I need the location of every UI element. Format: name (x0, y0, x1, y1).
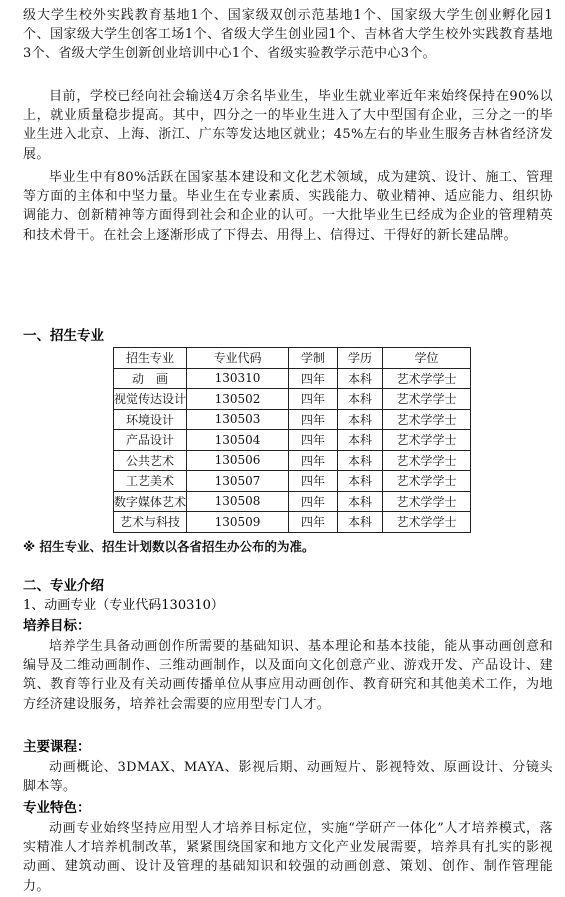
feature-label: 专业特色： (23, 800, 91, 816)
cell-education: 本科 (338, 409, 383, 430)
cell-degree: 艺术学学士 (383, 430, 471, 451)
cell-code: 130502 (187, 389, 289, 410)
cell-major: 数字媒体艺术 (114, 491, 187, 512)
cell-education: 本科 (338, 491, 383, 512)
cell-duration: 四年 (289, 368, 338, 389)
goal-text: 培养学生具备动画创作所需要的基础知识、基本理论和基本技能，能从事动画创意和编导及二维动画制作、三维动画制作，以及面向文化创意产业、游戏开发、产品设计、建筑、教育等行业及有关动画传播单位从事应用动画创作、教育研究和其他美术工作，为地方经济建设服务，培养社会需要的应用型专门人才。 (23, 639, 553, 712)
cell-code: 130506 (187, 450, 289, 471)
majors-table (113, 347, 471, 533)
table-row (114, 389, 471, 410)
cell-duration: 四年 (289, 409, 338, 430)
cell-degree: 艺术学学士 (383, 368, 471, 389)
cell-major: 艺术与科技 (114, 512, 187, 533)
cell-duration: 四年 (289, 430, 338, 451)
header-duration: 学制 (289, 348, 338, 369)
header-code: 专业代码 (187, 348, 289, 369)
cell-major: 环境设计 (114, 409, 187, 430)
header-education: 学历 (338, 348, 383, 369)
cell-major: 工艺美术 (114, 471, 187, 492)
cell-major: 产品设计 (114, 430, 187, 451)
cell-degree: 艺术学学士 (383, 409, 471, 430)
cell-degree: 艺术学学士 (383, 491, 471, 512)
table-row (114, 450, 471, 471)
cell-major: 动 画 (114, 368, 187, 389)
cell-duration: 四年 (289, 512, 338, 533)
cell-degree: 艺术学学士 (383, 512, 471, 533)
intro-paragraph-2: 目前，学校已经向社会输送4万余名毕业生，毕业生就业率近年来始终保持在90%以上，就业质量稳步提高。其中，四分之一的毕业生进入了大中型国有企业，三分之一的毕业生进入北京、上海、浙江、广东等发达地区就业；45%左右的毕业生服务吉林省经济发展。 (23, 89, 553, 162)
table-row (114, 512, 471, 533)
table-row (114, 409, 471, 430)
cell-degree: 艺术学学士 (383, 450, 471, 471)
cell-code: 130503 (187, 409, 289, 430)
major-animation-title: 1、动画专业（专业代码130310） (23, 598, 224, 613)
cell-code: 130310 (187, 368, 289, 389)
course-label: 主要课程： (23, 739, 91, 755)
table-row (114, 430, 471, 451)
cell-code: 130508 (187, 491, 289, 512)
cell-degree: 艺术学学士 (383, 471, 471, 492)
header-degree: 学位 (383, 348, 471, 369)
table-header-row (114, 348, 471, 369)
cell-education: 本科 (338, 368, 383, 389)
section-heading-admission-majors: 一、招生专业 (23, 328, 104, 344)
intro-paragraph-1: 级大学生校外实践教育基地1个、国家级双创示范基地1个、国家级大学生创业孵化园1个、国家级大学生创客工场1个、省级大学生创业园1个、吉林省大学生校外实践教育基地3个、省级大学生创新创业培训中心1个、省级实验教学示范中心3个。 (23, 8, 553, 62)
cell-education: 本科 (338, 389, 383, 410)
header-major: 招生专业 (114, 348, 187, 369)
course-text: 动画概论、3DMAX、MAYA、影视后期、动画短片、影视特效、原画设计、分镜头脚本等。 (23, 760, 553, 795)
table-row (114, 368, 471, 389)
cell-duration: 四年 (289, 450, 338, 471)
cell-code: 130504 (187, 430, 289, 451)
cell-education: 本科 (338, 512, 383, 533)
table-row (114, 471, 471, 492)
cell-major: 公共艺术 (114, 450, 187, 471)
cell-education: 本科 (338, 430, 383, 451)
cell-major: 视觉传达设计 (114, 389, 187, 410)
cell-education: 本科 (338, 471, 383, 492)
feature-text: 动画专业始终坚持应用型人才培养目标定位，实施“学研产一体化”人才培养模式，落实精准人才培养机制改革，紧紧围绕国家和地方文化产业发展需要，培养具有扎实的影视动画、建筑动画、设计及管理的基础知识和较强的动画创意、策划、创作、制作管理能力。 (23, 821, 553, 894)
cell-code: 130507 (187, 471, 289, 492)
table-row (114, 491, 471, 512)
cell-degree: 艺术学学士 (383, 389, 471, 410)
cell-education: 本科 (338, 450, 383, 471)
cell-duration: 四年 (289, 491, 338, 512)
cell-code: 130509 (187, 512, 289, 533)
cell-duration: 四年 (289, 389, 338, 410)
intro-paragraph-3: 毕业生中有80%活跃在国家基本建设和文化艺术领域，成为建筑、设计、施工、管理等方面的主体和中坚力量。毕业生在专业素质、实践能力、敬业精神、适应能力、组织协调能力、创新精神等方面得到社会和企业的认可。一大批毕业生已经成为企业的管理精英和技术骨干。在社会上逐渐形成了下得去、用得上、信得过、干得好的新长建品牌。 (23, 170, 553, 243)
section-heading-major-intro: 二、专业介绍 (23, 578, 104, 594)
goal-label: 培养目标： (23, 618, 91, 634)
cell-duration: 四年 (289, 471, 338, 492)
admission-note: ※ 招生专业、招生计划数以各省招生办公布的为准。 (23, 539, 315, 554)
